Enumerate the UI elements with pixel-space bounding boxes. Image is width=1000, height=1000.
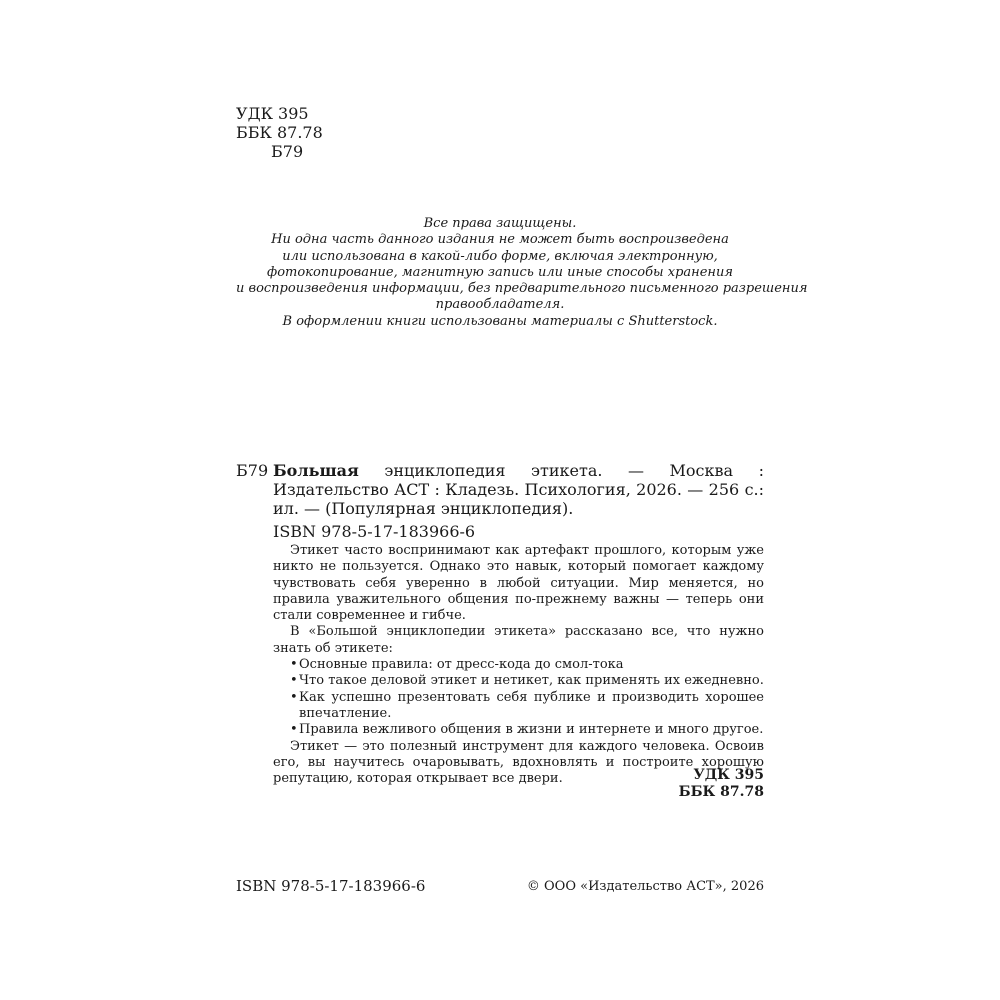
rights-line: или использована в какой-либо форме, включая электронную, xyxy=(282,248,718,264)
rights-line: Ни одна часть данного издания не может быть воспроизведена xyxy=(271,232,729,248)
annotation-conclusion: Этикет — это полезный инструмент для каждого человека. Освоив его, вы научитесь очаровывать, вдохновлять и построите хорошую репутацию, которая открывает все двери. xyxy=(273,738,764,787)
annotation-bullet: • Как успешно презентовать себя публике и производить хорошее впечатление. xyxy=(290,690,764,723)
biblio-description-text: энциклопедия этикета. — Москва : Издательство АСТ : Кладезь. Психология, 2026. — 256 с.: ил. — (Популярная энциклопедия). xyxy=(273,461,764,518)
annotation-bullet: • Что такое деловой этикет и нетикет, как применять их ежедневно. xyxy=(290,673,764,689)
rights-line: фотокопирование, магнитную запись или иные способы хранения xyxy=(267,264,733,280)
classification-codes-bottom xyxy=(679,767,764,801)
udk-code-bottom: УДК 395 xyxy=(693,767,764,783)
copyright-notice xyxy=(236,216,808,330)
rights-line: В оформлении книги использованы материалы с Shutterstock. xyxy=(282,313,718,329)
biblio-isbn: ISBN 978-5-17-183966-6 xyxy=(273,522,476,541)
bibliographic-record xyxy=(236,461,764,541)
rights-line: Все права защищены. xyxy=(423,216,577,231)
biblio-title-word: Большая xyxy=(273,461,359,480)
author-mark: Б79 xyxy=(271,142,304,161)
footer-isbn: ISBN 978-5-17-183966-6 xyxy=(236,877,426,895)
annotation-bullet-list xyxy=(273,657,764,738)
bbk-code-bottom: ББК 87.78 xyxy=(678,784,764,800)
classification-codes xyxy=(236,104,323,161)
rights-line: и воспроизведения информации, без предварительного письменного разрешения xyxy=(236,281,808,297)
annotation xyxy=(273,543,764,787)
annotation-intro: Этикет часто воспринимают как артефакт прошлого, которым уже никто не пользуется. Однако это навык, который помогает каждому чувствовать себя уверенно в любой ситуации. Мир меняется, но правила уважительного общения по-прежнему важны — теперь они стали современнее и гибче. xyxy=(273,543,764,624)
rights-line: правообладателя. xyxy=(435,297,565,313)
biblio-author-mark: Б79 xyxy=(236,461,269,480)
udk-code: УДК 395 xyxy=(236,104,309,123)
annotation-lead: В «Большой энциклопедии этикета» рассказано все, что нужно знать об этикете: xyxy=(273,624,764,656)
footer-copyright: © ООО «Издательство АСТ», 2026 xyxy=(526,879,764,894)
biblio-description xyxy=(273,461,764,518)
annotation-bullet: • Основные правила: от дресс-кода до смол-тока xyxy=(290,657,764,673)
annotation-bullet: • Правила вежливого общения в жизни и интернете и много другое. xyxy=(290,722,764,738)
bbk-code: ББК 87.78 xyxy=(236,123,323,142)
